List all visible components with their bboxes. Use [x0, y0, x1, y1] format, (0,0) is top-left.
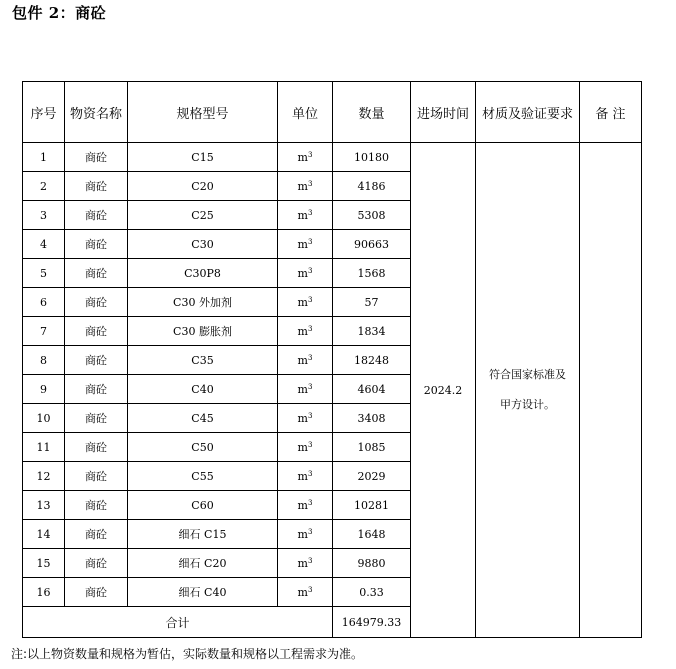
header-qty: 数量 — [333, 82, 411, 143]
requirement-line-1: 符合国家标准及 — [489, 368, 566, 381]
remark-cell — [580, 143, 642, 638]
row-seq: 10 — [23, 404, 65, 433]
unit-text: m — [297, 411, 308, 425]
unit-text: m — [297, 469, 308, 483]
row-spec: C20 — [128, 172, 278, 201]
unit-superscript: 3 — [307, 411, 313, 420]
unit-text: m — [297, 353, 308, 367]
row-unit — [278, 172, 333, 201]
row-spec: 细石 C40 — [128, 578, 278, 607]
row-unit — [278, 143, 333, 172]
row-unit — [278, 317, 333, 346]
row-spec: C30 膨胀剂 — [128, 317, 278, 346]
unit-superscript: 3 — [307, 208, 313, 217]
row-qty: 1568 — [333, 259, 411, 288]
row-spec: C35 — [128, 346, 278, 375]
package-title: 包件 2：商砼 — [12, 4, 107, 22]
row-seq: 1 — [23, 143, 65, 172]
row-name: 商砼 — [65, 433, 128, 462]
row-name: 商砼 — [65, 549, 128, 578]
unit-superscript: 3 — [307, 527, 313, 536]
unit-superscript: 3 — [307, 556, 313, 565]
row-qty: 4604 — [333, 375, 411, 404]
unit-text: m — [297, 295, 308, 309]
unit-superscript: 3 — [307, 498, 313, 507]
row-name: 商砼 — [65, 172, 128, 201]
row-spec: C60 — [128, 491, 278, 520]
unit-superscript: 3 — [307, 150, 313, 159]
row-seq: 14 — [23, 520, 65, 549]
row-name: 商砼 — [65, 404, 128, 433]
header-remark: 备 注 — [580, 82, 642, 143]
unit-text: m — [297, 237, 308, 251]
unit-superscript: 3 — [307, 440, 313, 449]
unit-text: m — [297, 498, 308, 512]
row-name: 商砼 — [65, 462, 128, 491]
row-unit — [278, 433, 333, 462]
row-seq: 3 — [23, 201, 65, 230]
header-time: 进场时间 — [411, 82, 476, 143]
unit-superscript: 3 — [307, 266, 313, 275]
unit-text: m — [297, 556, 308, 570]
row-name: 商砼 — [65, 230, 128, 259]
row-seq: 8 — [23, 346, 65, 375]
row-spec: C15 — [128, 143, 278, 172]
row-spec: 细石 C15 — [128, 520, 278, 549]
row-qty: 10281 — [333, 491, 411, 520]
row-seq: 7 — [23, 317, 65, 346]
row-unit — [278, 404, 333, 433]
row-spec: C30P8 — [128, 259, 278, 288]
row-qty: 3408 — [333, 404, 411, 433]
row-name: 商砼 — [65, 375, 128, 404]
unit-superscript: 3 — [307, 237, 313, 246]
unit-superscript: 3 — [307, 469, 313, 478]
row-unit — [278, 259, 333, 288]
row-unit — [278, 346, 333, 375]
row-seq: 6 — [23, 288, 65, 317]
row-name: 商砼 — [65, 201, 128, 230]
row-qty: 0.33 — [333, 578, 411, 607]
unit-text: m — [297, 150, 308, 164]
row-name: 商砼 — [65, 288, 128, 317]
row-spec: C40 — [128, 375, 278, 404]
total-label: 合计 — [23, 607, 333, 638]
row-unit — [278, 549, 333, 578]
row-seq: 9 — [23, 375, 65, 404]
unit-text: m — [297, 527, 308, 541]
table-body — [23, 143, 642, 638]
materials-table — [22, 81, 642, 638]
row-seq: 12 — [23, 462, 65, 491]
row-spec: C30 外加剂 — [128, 288, 278, 317]
unit-superscript: 3 — [307, 179, 313, 188]
row-seq: 2 — [23, 172, 65, 201]
footnote: 注:以上物资数量和规格为暂估，实际数量和规格以工程需求为准。 — [11, 647, 364, 661]
row-spec: C25 — [128, 201, 278, 230]
unit-text: m — [297, 382, 308, 396]
row-qty: 57 — [333, 288, 411, 317]
row-unit — [278, 578, 333, 607]
requirement-line-2: 甲方设计。 — [500, 398, 555, 411]
header-spec: 规格型号 — [128, 82, 278, 143]
row-spec: C45 — [128, 404, 278, 433]
row-qty: 10180 — [333, 143, 411, 172]
row-spec: C55 — [128, 462, 278, 491]
row-unit — [278, 201, 333, 230]
row-name: 商砼 — [65, 143, 128, 172]
unit-text: m — [297, 208, 308, 222]
row-seq: 11 — [23, 433, 65, 462]
unit-text: m — [297, 585, 308, 599]
row-qty: 1648 — [333, 520, 411, 549]
row-name: 商砼 — [65, 259, 128, 288]
row-qty: 2029 — [333, 462, 411, 491]
header-requirement: 材质及验证要求 — [476, 82, 580, 143]
row-name: 商砼 — [65, 520, 128, 549]
row-unit — [278, 491, 333, 520]
table-row — [23, 143, 642, 172]
row-seq: 5 — [23, 259, 65, 288]
header-unit: 单位 — [278, 82, 333, 143]
row-spec: C50 — [128, 433, 278, 462]
row-qty: 90663 — [333, 230, 411, 259]
row-qty: 18248 — [333, 346, 411, 375]
row-name: 商砼 — [65, 317, 128, 346]
unit-text: m — [297, 266, 308, 280]
row-name: 商砼 — [65, 346, 128, 375]
header-name: 物资名称 — [65, 82, 128, 143]
row-seq: 13 — [23, 491, 65, 520]
unit-text: m — [297, 324, 308, 338]
row-qty: 1834 — [333, 317, 411, 346]
row-seq: 16 — [23, 578, 65, 607]
unit-superscript: 3 — [307, 382, 313, 391]
unit-superscript: 3 — [307, 324, 313, 333]
arrival-time-cell: 2024.2 — [411, 143, 476, 638]
row-seq: 4 — [23, 230, 65, 259]
row-name: 商砼 — [65, 578, 128, 607]
row-qty: 1085 — [333, 433, 411, 462]
total-value: 164979.33 — [333, 607, 411, 638]
header-row — [23, 82, 642, 143]
row-qty: 5308 — [333, 201, 411, 230]
unit-superscript: 3 — [307, 353, 313, 362]
row-qty: 9880 — [333, 549, 411, 578]
row-unit — [278, 230, 333, 259]
header-seq: 序号 — [23, 82, 65, 143]
unit-text: m — [297, 440, 308, 454]
row-name: 商砼 — [65, 491, 128, 520]
row-unit — [278, 375, 333, 404]
unit-superscript: 3 — [307, 295, 313, 304]
row-spec: 细石 C20 — [128, 549, 278, 578]
row-seq: 15 — [23, 549, 65, 578]
row-spec: C30 — [128, 230, 278, 259]
requirement-cell — [476, 143, 580, 638]
row-unit — [278, 288, 333, 317]
unit-text: m — [297, 179, 308, 193]
row-unit — [278, 462, 333, 491]
unit-superscript: 3 — [307, 585, 313, 594]
row-qty: 4186 — [333, 172, 411, 201]
row-unit — [278, 520, 333, 549]
